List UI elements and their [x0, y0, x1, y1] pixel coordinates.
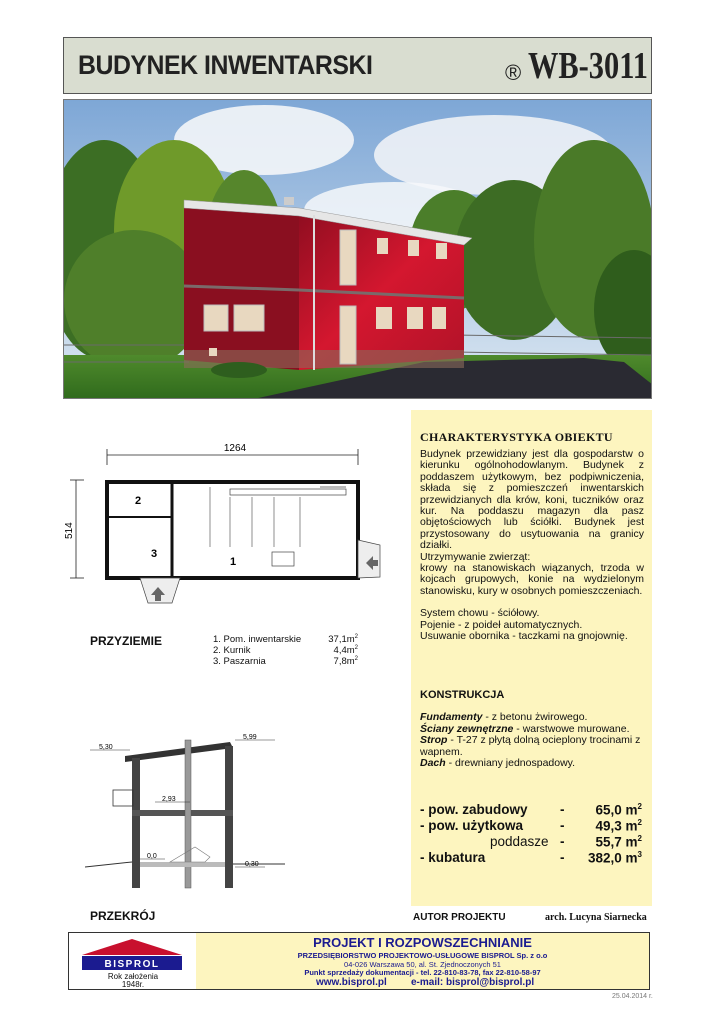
- construction-item: Fundamenty - z betonu żwirowego.: [420, 711, 588, 723]
- author-label: AUTOR PROJEKTU: [413, 912, 506, 923]
- level-marker: 5,30: [99, 744, 113, 751]
- room-row: 2. Kurnik $4,4m^2$: [213, 645, 358, 657]
- footer-address: 04-026 Warszawa 50, al. St. Zjednoczonych 51: [344, 960, 501, 969]
- author-name: arch. Lucyna Siarnecka: [545, 912, 647, 923]
- char-paragraph-3: krowy na stanowiskach wiązanych, trzoda w kojcach grupowych, konie na wydzielonym stanowisku, kury w osobnych pomieszczeniach.: [420, 562, 644, 597]
- stat-attic-area: poddasze - 55,7 $m^2$: [490, 834, 642, 850]
- level-marker: 0,0: [147, 853, 157, 860]
- page-title: BUDYNEK INWENTARSKI: [78, 50, 373, 80]
- footer-title: PROJEKT I ROZPOWSZECHNIANIE: [313, 935, 532, 950]
- footer-sales: Punkt sprzedaży dokumentacji - tel. 22-810-83-78, fax 22-810-58-97: [304, 968, 541, 977]
- building-rendering-svg: [64, 100, 652, 399]
- stat-built-area: - pow. zabudowy - 65,0 $m^2$: [420, 802, 642, 818]
- floor-plan-drawing: [60, 435, 400, 625]
- logo-text: BISPROL: [104, 959, 160, 970]
- floor-plan-label: PRZYZIEMIE: [90, 634, 163, 648]
- plan-width-dim: 1264: [223, 443, 247, 454]
- level-marker: 2,93: [162, 796, 176, 803]
- website-link[interactable]: www.bisprol.pl: [316, 977, 387, 988]
- char-paragraph-1: Budynek przewidziany jest dla gospodarstw o kierunku ogólnohodowlanym. Budynek z poddaszem użytkowym, bez podpiwniczenia, składa się z pomieszczeń inwentarskich przewidzianych dla krów, koni, tuczników oraz kur. Na poddaszu magazyn dla pasz objętościowych lub ściółki. Budynek jest przystosowany do usytuowania na granicy działki.: [420, 448, 644, 552]
- stat-volume: - kubatura - 382,0 $m^3$: [420, 850, 642, 866]
- char-paragraph-6: Usuwanie obornika - taczkami na gnojownię.: [420, 630, 628, 643]
- construction-item: Dach - drewniany jednospadowy.: [420, 757, 576, 770]
- model-code: WB-3011: [528, 45, 648, 87]
- char-paragraph-2: Utrzymywanie zwierząt:: [420, 550, 531, 563]
- char-paragraph-5: Pojenie - z poideł automatycznych.: [420, 618, 583, 631]
- footer-company: PRZEDSIĘBIORSTWO PROJEKTOWO-USŁUGOWE BISPROL Sp. z o.o: [297, 951, 548, 960]
- char-paragraph-4: System chowu - ściółowy.: [420, 607, 540, 620]
- email-link[interactable]: e-mail: bisprol@bisprol.pl: [411, 977, 535, 988]
- room-number-1: 1: [230, 556, 237, 568]
- construction-item: Ściany zewnętrzne - warstwowe murowane.: [420, 722, 630, 735]
- section-label: PRZEKRÓJ: [90, 909, 156, 923]
- plan-depth-dim: 514: [64, 522, 75, 539]
- building-rendering: [63, 99, 652, 399]
- level-marker: 0,30: [245, 861, 259, 868]
- room-number-2: 2: [135, 495, 142, 507]
- construction-text: [420, 712, 646, 770]
- construction-item: Strop - T-27 z płytą dolną ocieplony trocinami z wapnem.: [420, 734, 641, 758]
- section-drawing: [85, 722, 285, 894]
- date-stamp: 25.04.2014 r.: [612, 993, 653, 1000]
- logo-since: Rok założenia 1948r.: [107, 972, 159, 989]
- characteristics-text: [420, 449, 644, 643]
- registered-mark: ®: [505, 60, 522, 85]
- room-row: 3. Paszarnia $7,8m^2$: [213, 656, 358, 668]
- construction-title: KONSTRUKCJA: [420, 689, 505, 701]
- room-row: 1. Pom. inwentarskie $37,1m^2$: [213, 634, 358, 646]
- level-marker: 5,99: [243, 734, 257, 741]
- room-number-3: 3: [151, 548, 158, 560]
- stat-usable-area: - pow. użytkowa - 49,3 $m^2$: [420, 818, 642, 834]
- characteristics-title: CHARAKTERYSTYKA OBIEKTU: [420, 430, 613, 444]
- bisprol-logo: [72, 937, 192, 973]
